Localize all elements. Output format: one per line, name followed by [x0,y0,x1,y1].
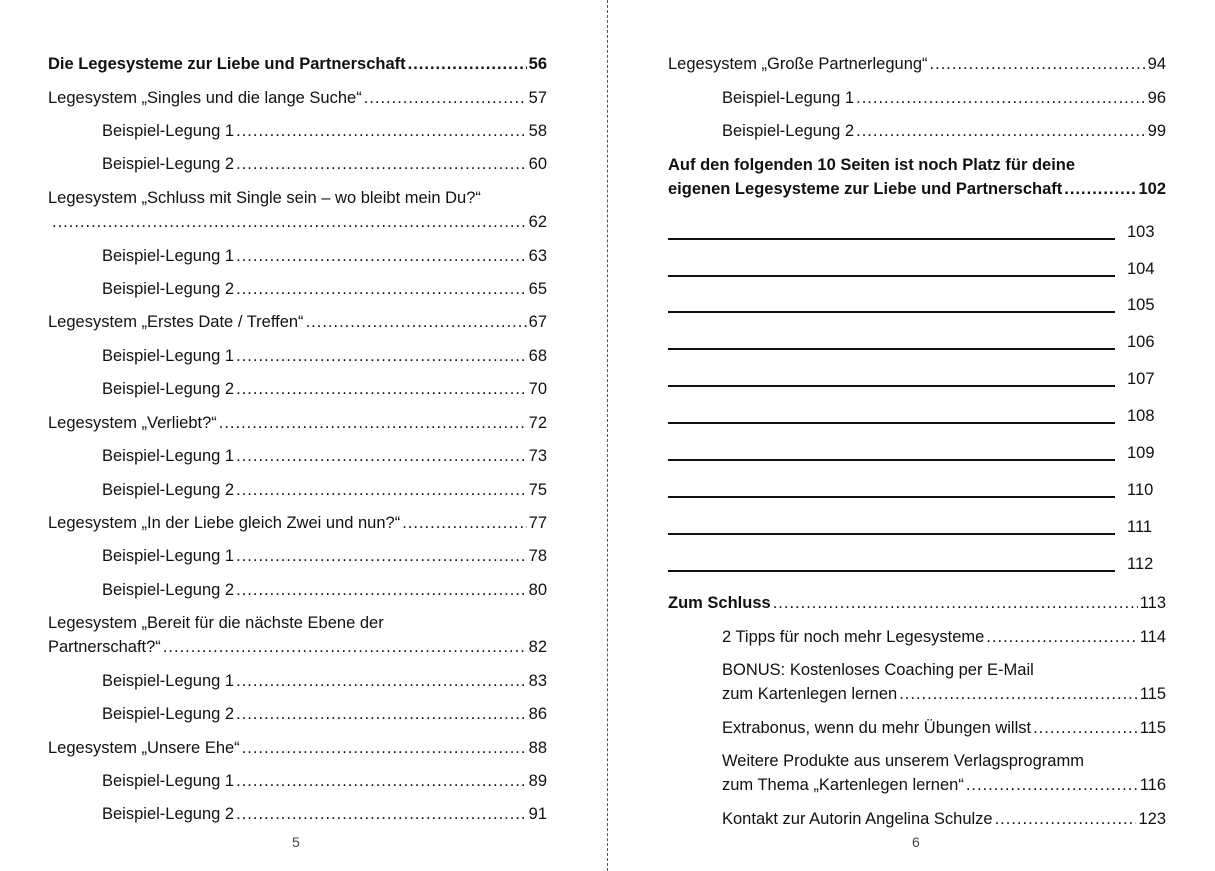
toc-entry[interactable] [102,119,547,143]
toc-page-number: 115 [1139,719,1166,737]
toc-title: Beispiel-Legung 1 [102,447,235,465]
dot-leader [1064,177,1136,201]
dot-leader [236,578,527,602]
toc-entry[interactable] [48,611,547,659]
writing-line[interactable] [668,570,1115,572]
toc-entry[interactable] [722,807,1166,831]
toc-page-number: 113 [1139,594,1166,612]
right-page [609,0,1215,871]
blank-page-line[interactable] [668,220,1166,244]
toc-title: Legesystem „Verliebt?“ [48,414,217,432]
toc-page-number: 83 [528,672,547,690]
toc-page-number: 77 [528,514,547,532]
toc-page-number: 88 [528,739,547,757]
toc-entry[interactable] [102,244,547,268]
toc-page-number: 80 [528,581,547,599]
toc-entry[interactable] [102,478,547,502]
writing-line[interactable] [668,459,1115,461]
toc-entry[interactable] [102,544,547,568]
toc-page-number: 72 [528,414,547,432]
toc-page-number: 116 [1139,776,1166,794]
toc-entry[interactable] [102,802,547,826]
toc-page-number: 58 [528,122,547,140]
toc-page-number: 106 [1127,333,1155,351]
dot-leader [52,210,527,234]
writing-line[interactable] [668,496,1115,498]
toc-title: Beispiel-Legung 2 [102,705,235,723]
toc-page-number: 112 [1127,555,1154,573]
writing-line[interactable] [668,348,1115,350]
writing-line[interactable] [668,311,1115,313]
toc-title: Beispiel-Legung 1 [102,672,235,690]
toc-page-number: 107 [1127,370,1155,388]
toc-title: Zum Schluss [668,594,771,612]
toc-entry[interactable] [722,658,1166,706]
writing-line[interactable] [668,385,1115,387]
toc-title: Beispiel-Legung 1 [102,122,235,140]
toc-title: Beispiel-Legung 2 [102,155,235,173]
blank-page-line[interactable] [668,257,1166,281]
dot-leader [236,478,527,502]
toc-entry[interactable] [722,119,1166,143]
toc-title: zum Thema „Kartenlegen lernen“ [722,776,964,794]
dot-leader [402,511,526,535]
toc-page-number: 105 [1127,296,1155,314]
toc-page-number: 123 [1138,810,1166,828]
toc-title: Beispiel-Legung 1 [102,247,235,265]
toc-title: Kontakt zur Autorin Angelina Schulze [722,810,993,828]
writing-line[interactable] [668,275,1115,277]
toc-page-number: 110 [1127,481,1154,499]
toc-page-number: 91 [528,805,547,823]
toc-entry[interactable] [48,186,547,234]
writing-line[interactable] [668,422,1115,424]
toc-page-number: 108 [1127,407,1155,425]
toc-page-number: 99 [1147,122,1166,140]
toc-page-number: 94 [1147,55,1166,73]
toc-title: Beispiel-Legung 2 [102,581,235,599]
page-number-footer: 6 [912,834,920,850]
dot-leader [364,86,527,110]
blank-page-line[interactable] [668,367,1166,391]
blank-page-line[interactable] [668,552,1166,576]
toc-page-number: 114 [1139,628,1166,646]
toc-title: Auf den folgenden 10 Seiten ist noch Platz für deine [668,156,1076,174]
toc-entry[interactable] [102,377,547,401]
dot-leader [219,411,527,435]
toc-page-number: 104 [1127,260,1155,278]
toc-title: Legesystem „Bereit für die nächste Ebene der [48,614,384,632]
toc-title: Beispiel-Legung 1 [102,772,235,790]
blank-page-line[interactable] [668,441,1166,465]
toc-entry[interactable] [48,511,547,535]
page-divider [607,0,608,871]
toc-title: Beispiel-Legung 1 [102,347,235,365]
toc-entry[interactable] [48,52,547,76]
dot-leader [242,736,527,760]
toc-entry[interactable] [48,736,547,760]
toc-entry[interactable] [48,310,547,334]
dot-leader [163,635,527,659]
toc-title: eigenen Legesysteme zur Liebe und Partnerschaft [668,180,1063,198]
page-number-footer: 5 [292,834,300,850]
toc-page-number: 86 [528,705,547,723]
toc-title: Beispiel-Legung 2 [722,122,855,140]
toc-page-number: 111 [1127,518,1153,536]
dot-leader [856,86,1146,110]
dot-leader [966,773,1138,797]
toc-entry[interactable] [722,625,1166,649]
toc-page-number: 63 [528,247,547,265]
toc-entry[interactable] [722,749,1166,797]
toc-entry[interactable] [102,769,547,793]
toc-title: Extrabonus, wenn du mehr Übungen willst [722,719,1032,737]
toc-entry[interactable] [722,86,1166,110]
toc-page-number: 89 [528,772,547,790]
dot-leader [986,625,1137,649]
blank-page-line[interactable] [668,515,1166,539]
toc-page-number: 62 [528,213,547,231]
toc-title: 2 Tipps für noch mehr Legesysteme [722,628,985,646]
toc-title: Legesystem „In der Liebe gleich Zwei und nun?“ [48,514,401,532]
toc-entry[interactable] [102,152,547,176]
toc-entry[interactable] [102,669,547,693]
dot-leader [236,802,527,826]
dot-leader [236,544,527,568]
toc-entry[interactable] [722,716,1166,740]
dot-leader [236,152,527,176]
dot-leader [236,769,527,793]
toc-title: Partnerschaft?“ [48,638,161,656]
toc-page-number: 102 [1138,180,1166,198]
writing-line[interactable] [668,238,1115,240]
dot-leader [930,52,1146,76]
toc-title: Legesystem „Singles und die lange Suche“ [48,89,362,107]
dot-leader [773,591,1138,615]
dot-leader [408,52,527,76]
toc-entry[interactable] [102,444,547,468]
dot-leader [236,277,527,301]
toc-title: Beispiel-Legung 2 [102,380,235,398]
toc-page-number: 56 [528,55,547,73]
toc-title: Legesystem „Erstes Date / Treffen“ [48,313,304,331]
toc-entry[interactable] [48,86,547,110]
toc-page-number: 96 [1147,89,1166,107]
toc-page-number: 70 [528,380,547,398]
toc-page-number: 73 [528,447,547,465]
toc-page-number: 109 [1127,444,1155,462]
toc-entry[interactable] [48,411,547,435]
dot-leader [236,702,527,726]
toc-title: Legesystem „Unsere Ehe“ [48,739,240,757]
toc-entry[interactable] [102,702,547,726]
blank-page-line[interactable] [668,330,1166,354]
toc-entry[interactable] [668,52,1166,76]
toc-entry[interactable] [102,344,547,368]
toc-title: Beispiel-Legung 1 [722,89,855,107]
toc-title: Weitere Produkte aus unserem Verlagsprogramm [722,752,1084,770]
toc-page-number: 67 [528,313,547,331]
toc-page-number: 103 [1127,223,1155,241]
toc-title: zum Kartenlegen lernen [722,685,898,703]
dot-leader [236,444,527,468]
toc-page-number: 60 [528,155,547,173]
dot-leader [236,669,527,693]
toc-title: BONUS: Kostenloses Coaching per E-Mail [722,661,1034,679]
toc-title: Beispiel-Legung 1 [102,547,235,565]
writing-line[interactable] [668,533,1115,535]
dot-leader [1033,716,1138,740]
blank-page-line[interactable] [668,293,1166,317]
toc-title: Die Legesysteme zur Liebe und Partnerschaft [48,55,406,73]
dot-leader [856,119,1146,143]
toc-title: Beispiel-Legung 2 [102,481,235,499]
dot-leader [236,119,527,143]
toc-page-number: 82 [528,638,547,656]
toc-page-number: 115 [1139,685,1166,703]
toc-page-number: 57 [528,89,547,107]
dot-leader [899,682,1137,706]
toc-page-number: 78 [528,547,547,565]
dot-leader [236,377,527,401]
blank-page-line[interactable] [668,478,1166,502]
left-page [0,0,607,871]
toc-title: Legesystem „Große Partnerlegung“ [668,55,928,73]
toc-entry[interactable] [102,578,547,602]
dot-leader [236,244,527,268]
toc-page-number: 75 [528,481,547,499]
toc-title: Legesystem „Schluss mit Single sein – wo bleibt mein Du?“ [48,189,481,207]
dot-leader [236,344,527,368]
blank-page-line[interactable] [668,404,1166,428]
dot-leader [995,807,1137,831]
toc-page-number: 65 [528,280,547,298]
toc-page-number: 68 [528,347,547,365]
dot-leader [306,310,527,334]
toc-title: Beispiel-Legung 2 [102,280,235,298]
toc-entry[interactable] [668,591,1166,615]
toc-entry[interactable] [668,153,1166,201]
toc-entry[interactable] [102,277,547,301]
toc-title: Beispiel-Legung 2 [102,805,235,823]
